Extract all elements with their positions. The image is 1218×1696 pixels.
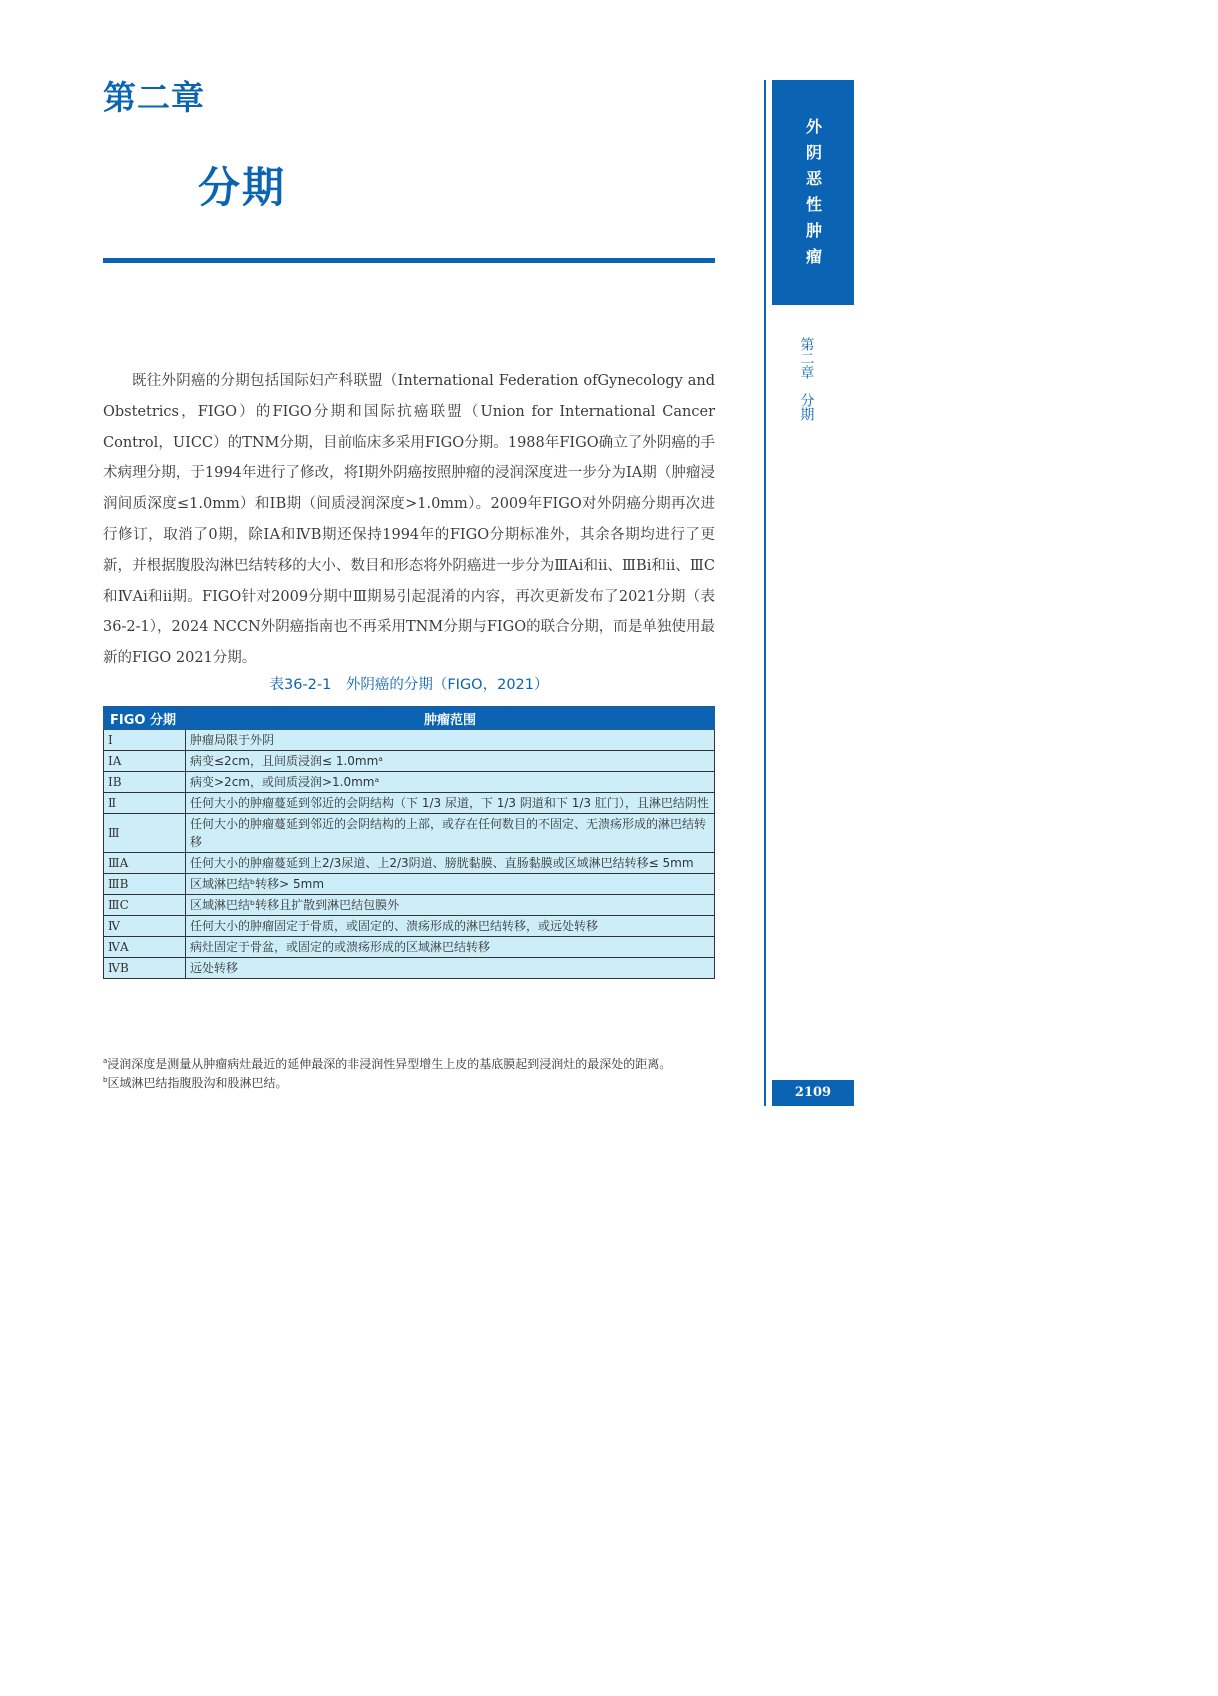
stage-cell: ⅢA [104, 853, 186, 874]
footnote-a [103, 1053, 715, 1072]
range-cell: 肿瘤局限于外阴 [186, 730, 715, 751]
table-footnotes [103, 1053, 715, 1091]
range-cell: 区域淋巴结ᵇ转移且扩散到淋巴结包膜外 [186, 895, 715, 916]
footnote-a-mark: a [103, 1057, 108, 1065]
stage-cell: Ⅱ [104, 793, 186, 814]
footnote-b-text: 区域淋巴结指腹股沟和股淋巴结。 [107, 1076, 288, 1090]
table-row [104, 874, 715, 895]
range-cell: 区域淋巴结ᵇ转移> 5mm [186, 874, 715, 895]
footnote-a-text: 浸润深度是测量从肿瘤病灶最近的延伸最深的非浸润性异型增生上皮的基底膜起到浸润灶的最深处的距离。 [107, 1057, 672, 1071]
stage-cell: Ⅳ [104, 916, 186, 937]
stage-cell: Ⅲ [104, 814, 186, 853]
sidebar-chapter-text: 第二章 分期 [798, 337, 815, 421]
table-header-row [104, 707, 715, 730]
table-row [104, 730, 715, 751]
section-title: 分期 [198, 163, 287, 212]
chapter-label: 第二章 [103, 78, 205, 117]
table-row [104, 958, 715, 979]
range-cell: 病变≤2cm，且间质浸润≤ 1.0mmᵃ [186, 751, 715, 772]
range-cell: 任何大小的肿瘤蔓延到上2/3尿道、上2/3阴道、膀胱黏膜、直肠黏膜或区域淋巴结转移≤ 5mm [186, 853, 715, 874]
table-row [104, 814, 715, 853]
table-row [104, 772, 715, 793]
stage-cell: ⅠB [104, 772, 186, 793]
range-cell: 任何大小的肿瘤蔓延到邻近的会阴结构的上部，或存在任何数目的不固定、无溃疡形成的淋巴结转移 [186, 814, 715, 853]
footnote-b [103, 1072, 715, 1091]
sidebar-tab-text: 外阴恶性肿瘤 [803, 118, 823, 274]
page-number: 2109 [772, 1080, 854, 1106]
stage-cell: ⅠA [104, 751, 186, 772]
table-row [104, 895, 715, 916]
table-row [104, 751, 715, 772]
figo-staging-table [103, 706, 715, 979]
stage-cell: ⅣB [104, 958, 186, 979]
table-caption: 表36-2-1 外阴癌的分期（FIGO，2021） [269, 677, 549, 693]
range-cell: 病灶固定于骨盆，或固定的或溃疡形成的区域淋巴结转移 [186, 937, 715, 958]
header-figo-stage: FIGO 分期 [104, 707, 186, 730]
table-row [104, 793, 715, 814]
margin-divider-line [764, 80, 766, 1106]
stage-cell: Ⅰ [104, 730, 186, 751]
stage-cell: ⅣA [104, 937, 186, 958]
footnote-b-mark: b [103, 1076, 108, 1084]
title-divider [103, 258, 715, 263]
stage-cell: ⅢC [104, 895, 186, 916]
table-row [104, 853, 715, 874]
body-paragraph: 既往外阴癌的分期包括国际妇产科联盟（International Federation ofGynecology and Obstetrics，FIGO）的FIGO分期和国际抗癌联盟（Union for International Cancer Control，UICC）的TNM分期，目前临床多采用FIGO分期。1988年FIGO确立了外阴癌的手术病理分期，于1994年进行了修改，将Ⅰ期外阴癌按照肿瘤的浸润深度进一步分为ⅠA期（肿瘤浸润间质深度≤1.0mm）和ⅠB期（间质浸润深度>1.0mm）。2009年FIGO对外阴癌分期再次进行修订，取消了0期，除ⅠA和ⅣB期还保持1994年的FIGO分期标准外，其余各期均进行了更新，并根据腹股沟淋巴结转移的大小、数目和形态将外阴癌进一步分为ⅢAi和ⅱ、ⅢBⅰ和ⅱ、ⅢC和ⅣAi和ⅱ期。FIGO针对2009分期中Ⅲ期易引起混淆的内容，再次更新发布了2021分期（表36-2-1），2024 NCCN外阴癌指南也不再采用TNM分期与FIGO的联合分期，而是单独使用最新的FIGO 2021分期。 [103, 373, 715, 667]
table-row [104, 916, 715, 937]
stage-cell: ⅢB [104, 874, 186, 895]
range-cell: 任何大小的肿瘤蔓延到邻近的会阴结构（下 1/3 尿道，下 1/3 阴道和下 1/3 肛门），且淋巴结阴性 [186, 793, 715, 814]
header-tumor-range: 肿瘤范围 [186, 707, 715, 730]
range-cell: 任何大小的肿瘤固定于骨质，或固定的、溃疡形成的淋巴结转移，或远处转移 [186, 916, 715, 937]
sidebar-section-tab [772, 80, 854, 305]
range-cell: 病变>2cm，或间质浸润>1.0mmᵃ [186, 772, 715, 793]
range-cell: 远处转移 [186, 958, 715, 979]
table-row [104, 937, 715, 958]
